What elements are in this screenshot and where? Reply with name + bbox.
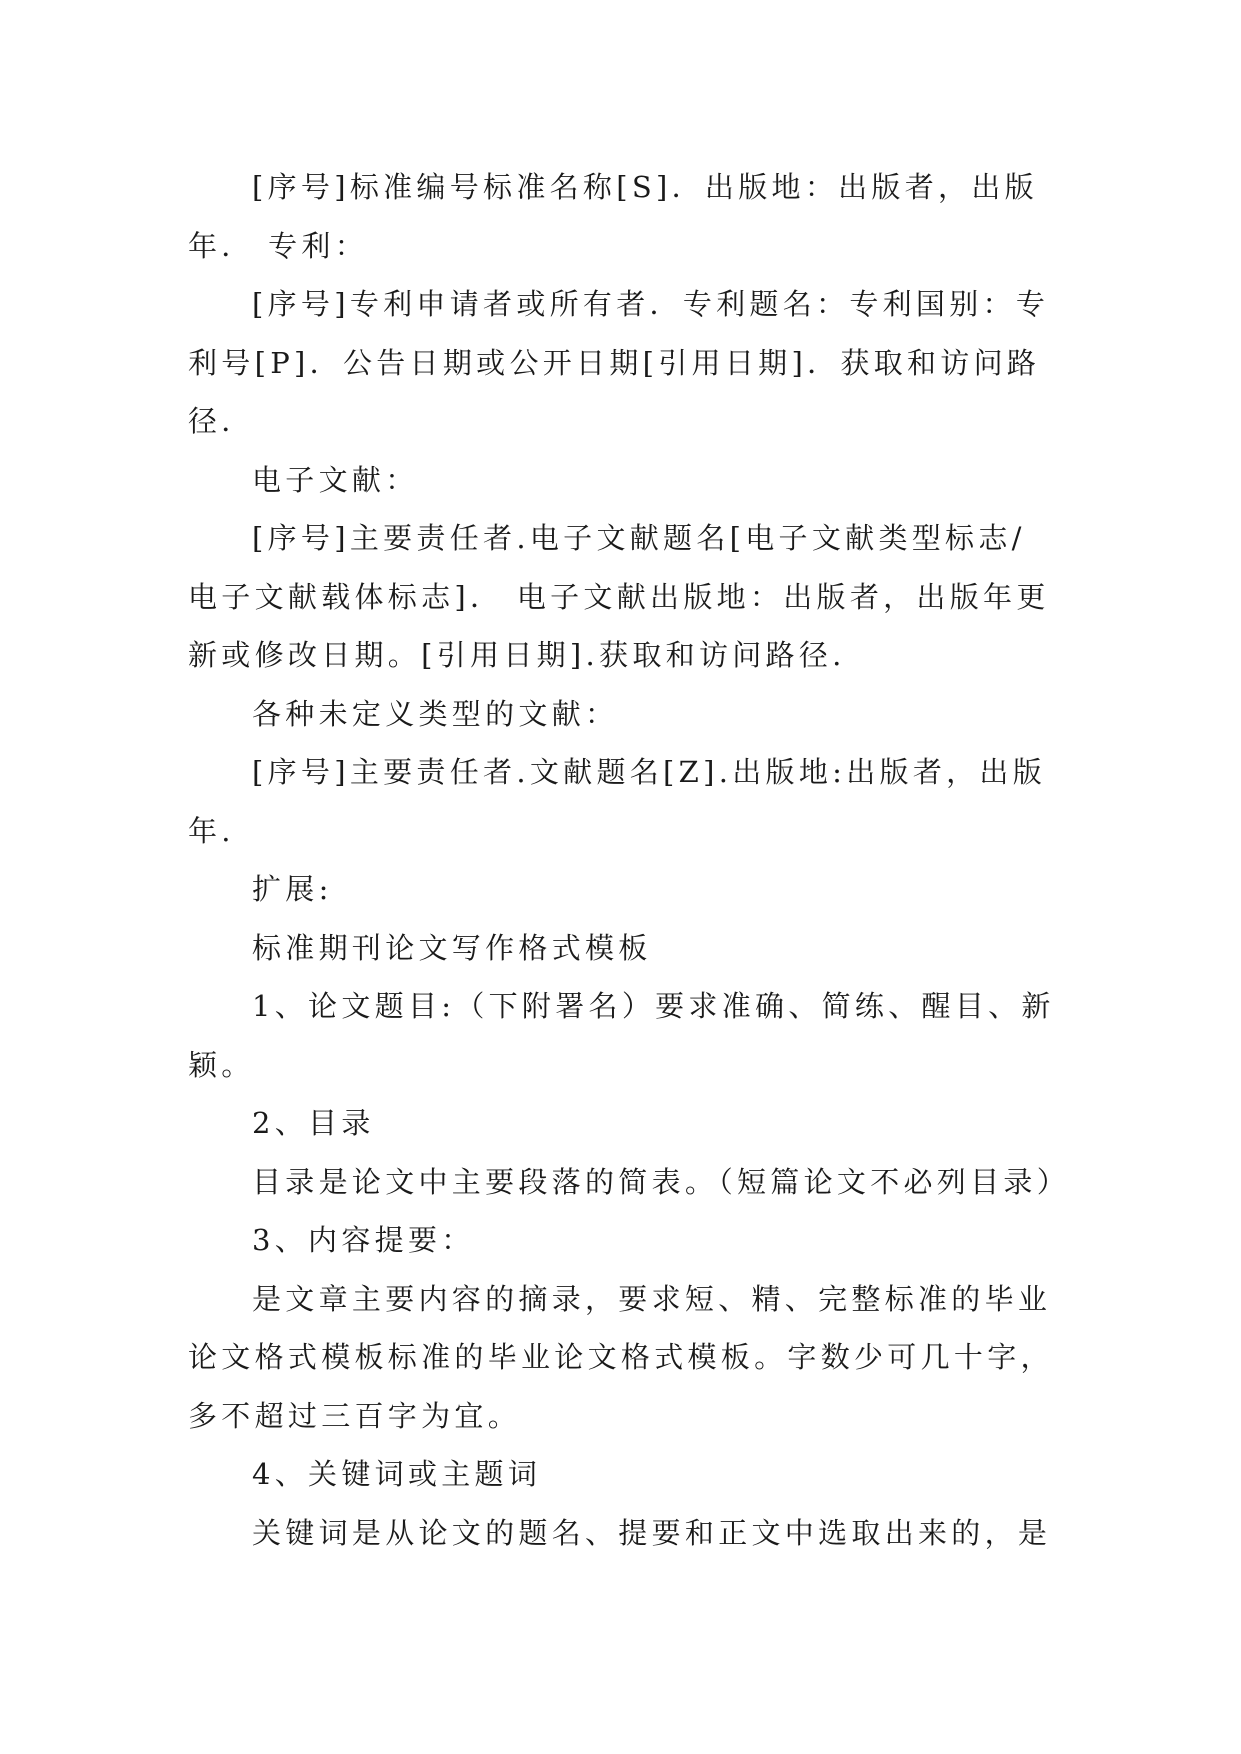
paragraph-standard-citation: [序号]标准编号标准名称[S]．出版地：出版者，出版年． 专利： [188, 170, 1038, 263]
paragraph-template-title: 标准期刊论文写作格式模板 [252, 930, 652, 965]
paragraph-item-keywords: 4、关键词或主题词 [252, 1457, 542, 1491]
paragraph-item-abstract: 3、内容提要： [252, 1223, 475, 1257]
paragraph-abstract-description: 是文章主要内容的摘录，要求短、精、完整标准的毕业论文格式模板标准的毕业论文格式模板。字数少可几十字，多不超过三百字为宜。 [188, 1281, 1054, 1433]
paragraph-keywords-description: 关键词是从论文的题名、提要和正文中选取出来的，是 [252, 1515, 1052, 1550]
paragraph-undefined-heading: 各种未定义类型的文献： [252, 696, 619, 731]
paragraph-extension-heading: 扩展: [252, 872, 333, 906]
document-body [188, 158, 1071, 1562]
paragraph-electronic-citation: [序号]主要责任者.电子文献题名[电子文献类型标志/电子文献载体标志]． 电子文献出版地：出版者，出版年更新或修改日期。[引用日期].获取和访问路径. [188, 521, 1050, 672]
paragraph-undefined-citation: [序号]主要责任者.文献题名[Z].出版地:出版者，出版年. [188, 755, 1047, 848]
paragraph-toc-description: 目录是论文中主要段落的简表。（短篇论文不必列目录） [252, 1164, 1071, 1199]
paragraph-item-title: 1、论文题目:（下附署名）要求准确、简练、醒目、新颖。 [188, 989, 1055, 1082]
paragraph-electronic-heading: 电子文献： [252, 462, 419, 497]
paragraph-item-toc: 2、目录 [252, 1106, 375, 1140]
paragraph-patent-citation: [序号]专利申请者或所有者．专利题名：专利国别：专利号[P]．公告日期或公开日期[引用日期]．获取和访问路径． [188, 287, 1050, 438]
